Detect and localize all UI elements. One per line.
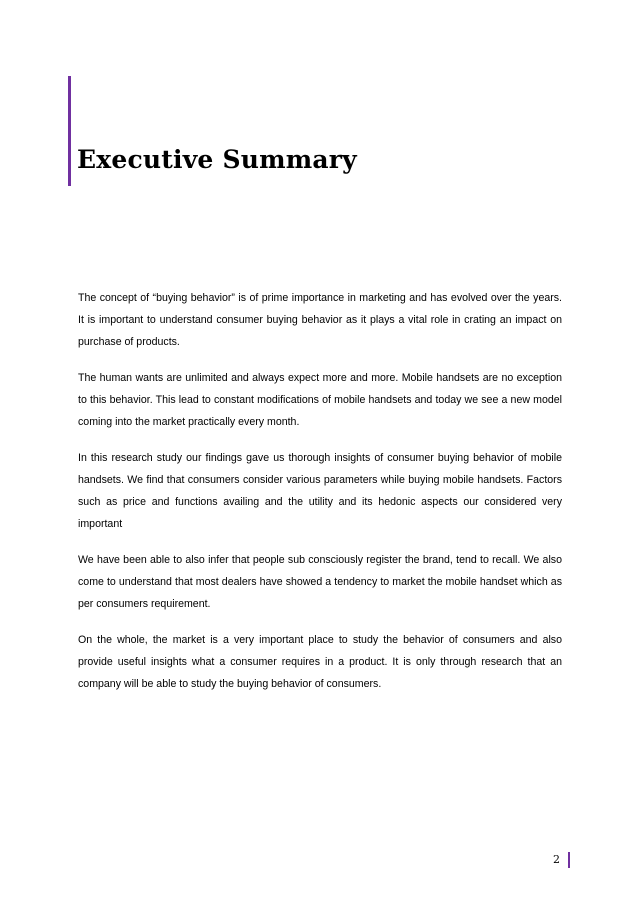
summary-paragraph-4: We have been able to also infer that people sub consciously register the brand, tend to recall. We also come to understand that most dealers have showed a tendency to market the mobile handset which as per consumers requirement.	[78, 554, 562, 610]
page-title: Executive Summary	[77, 145, 357, 174]
summary-paragraph-3: In this research study our findings gave us thorough insights of consumer buying behavior of mobile handsets. We find that consumers consider various parameters while buying mobile handsets. Factors such as price and functions availing and the utility and its hedonic aspects our considered very important	[78, 452, 562, 530]
summary-paragraph-5: On the whole, the market is a very important place to study the behavior of consumers and also provide useful insights what a consumer requires in a product. It is only through research that an company will be able to study the buying behavior of consumers.	[78, 634, 562, 690]
summary-body	[78, 287, 562, 709]
page-number: 2	[553, 853, 560, 866]
summary-paragraph-1: The concept of “buying behavior” is of prime importance in marketing and has evolved over the years. It is important to understand consumer buying behavior as it plays a vital role in crating an impact on purchase of products.	[78, 292, 562, 348]
page-footer	[553, 852, 570, 868]
footer-accent-bar	[568, 852, 570, 868]
summary-paragraph-2: The human wants are unlimited and always expect more and more. Mobile handsets are no exception to this behavior. This lead to constant modifications of mobile handsets and today we see a new model coming into the market practically every month.	[78, 372, 562, 428]
title-accent-bar	[68, 76, 71, 186]
